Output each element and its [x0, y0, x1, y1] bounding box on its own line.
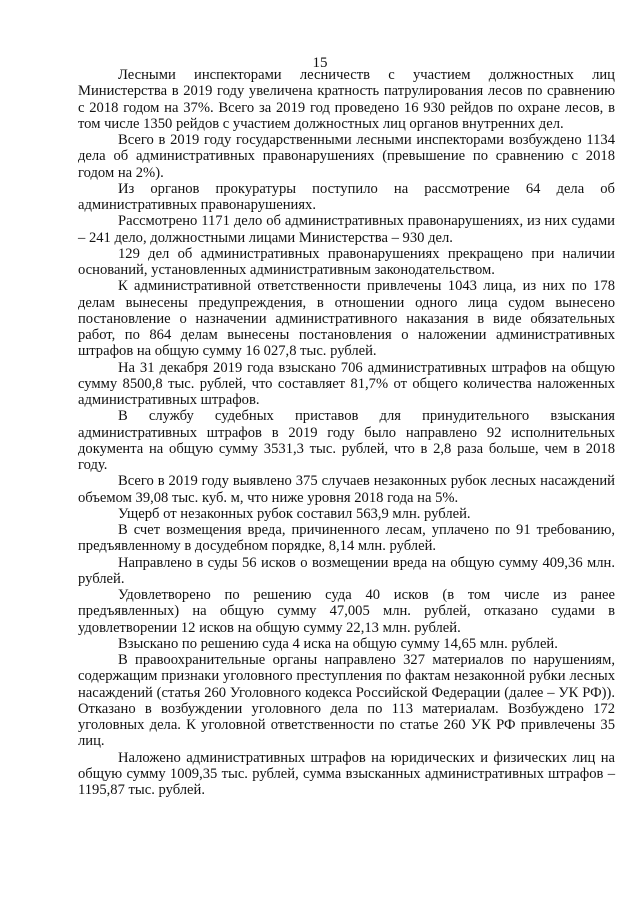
- page-number: 15: [312, 55, 328, 71]
- paragraph-illegal-logging: Всего в 2019 году выявлено 375 случаев незаконных рубок лесных насаждений объемом 39,08 тыс. куб. м, что ниже уровня 2018 года на 5%.: [78, 473, 615, 506]
- paragraph-fines-legal-entities: Наложено административных штрафов на юридических и физических лиц на общую сумму 1009,35 тыс. рублей, сумма взысканных административных штрафов – 1195,87 тыс. рублей.: [78, 749, 615, 798]
- document-body: [78, 67, 615, 798]
- paragraph-patrols: Лесными инспекторами лесничеств с участием должностных лиц Министерства в 2019 году увеличена кратность патрулирования лесов по сравнению с 2018 годом на 37%. Всего за 2019 год проведено 16 930 рейдов по охране лесов, в том числе 1350 рейдов с участием должностных лиц органов внутренних дел.: [78, 67, 615, 132]
- paragraph-damage: Ущерб от незаконных рубок составил 563,9 млн. рублей.: [118, 505, 471, 522]
- paragraph-pretrial-compensation: В счет возмещения вреда, причиненного лесам, уплачено по 91 требованию, предъявленному в досудебном порядке, 8,14 млн. рублей.: [78, 522, 615, 555]
- paragraph-prosecutor-cases: Из органов прокуратуры поступило на рассмотрение 64 дела об административных правонарушениях.: [78, 180, 615, 213]
- paragraph-lawsuits-collected: Взыскано по решению суда 4 иска на общую сумму 14,65 млн. рублей.: [118, 635, 558, 652]
- paragraph-lawsuits-satisfied: Удовлетворено по решению суда 40 исков (в том числе из ранее предъявленных) на общую сумму 47,005 млн. рублей, отказано судами в удовлетворении 12 исков на общую сумму 22,13 млн. рублей.: [78, 587, 615, 636]
- paragraph-fines-collected: На 31 декабря 2019 года взыскано 706 административных штрафов на общую сумму 8500,8 тыс. рублей, что составляет 81,7% от общего количества наложенных административных штрафов.: [78, 359, 615, 408]
- paragraph-lawsuits-filed: Направлено в суды 56 исков о возмещении вреда на общую сумму 409,36 млн. рублей.: [78, 554, 615, 587]
- paragraph-criminal-materials: В правоохранительные органы направлено 327 материалов по нарушениям, содержащим признаки уголовного преступления по фактам незаконной рубки лесных насаждений (статья 260 Уголовного кодекса Российской Федерации (далее – УК РФ)). Отказано в возбуждении уголовного дела по 113 материалам. Возбуждено 172 уголовных дела. К уголовной ответственности по статье 260 УК РФ привлечены 35 лиц.: [78, 652, 615, 750]
- paragraph-cases-reviewed: Рассмотрено 1171 дело об административных правонарушениях, из них судами – 241 дело, должностными лицами Министерства – 930 дел.: [78, 213, 615, 246]
- paragraph-cases-terminated: 129 дел об административных правонарушениях прекращено при наличии оснований, установленных административным законодательством.: [78, 245, 615, 278]
- paragraph-persons-liable: К административной ответственности привлечены 1043 лица, из них по 178 делам вынесены предупреждения, в отношении одного лица судом вынесено постановление о назначении административного наказания в виде обязательных работ, по 864 делам вынесены постановления о наложении административных штрафов на общую сумму 16 027,8 тыс. рублей.: [78, 278, 615, 360]
- paragraph-bailiffs: В службу судебных приставов для принудительного взыскания административных штрафов в 2019 году было направлено 92 исполнительных документа на общую сумму 3531,3 тыс. рублей, что в 2,8 раза больше, чем в 2018 году.: [78, 408, 615, 473]
- paragraph-cases-initiated: Всего в 2019 году государственными лесными инспекторами возбуждено 1134 дела об административных правонарушениях (превышение по сравнению с 2018 годом на 2%).: [78, 132, 615, 181]
